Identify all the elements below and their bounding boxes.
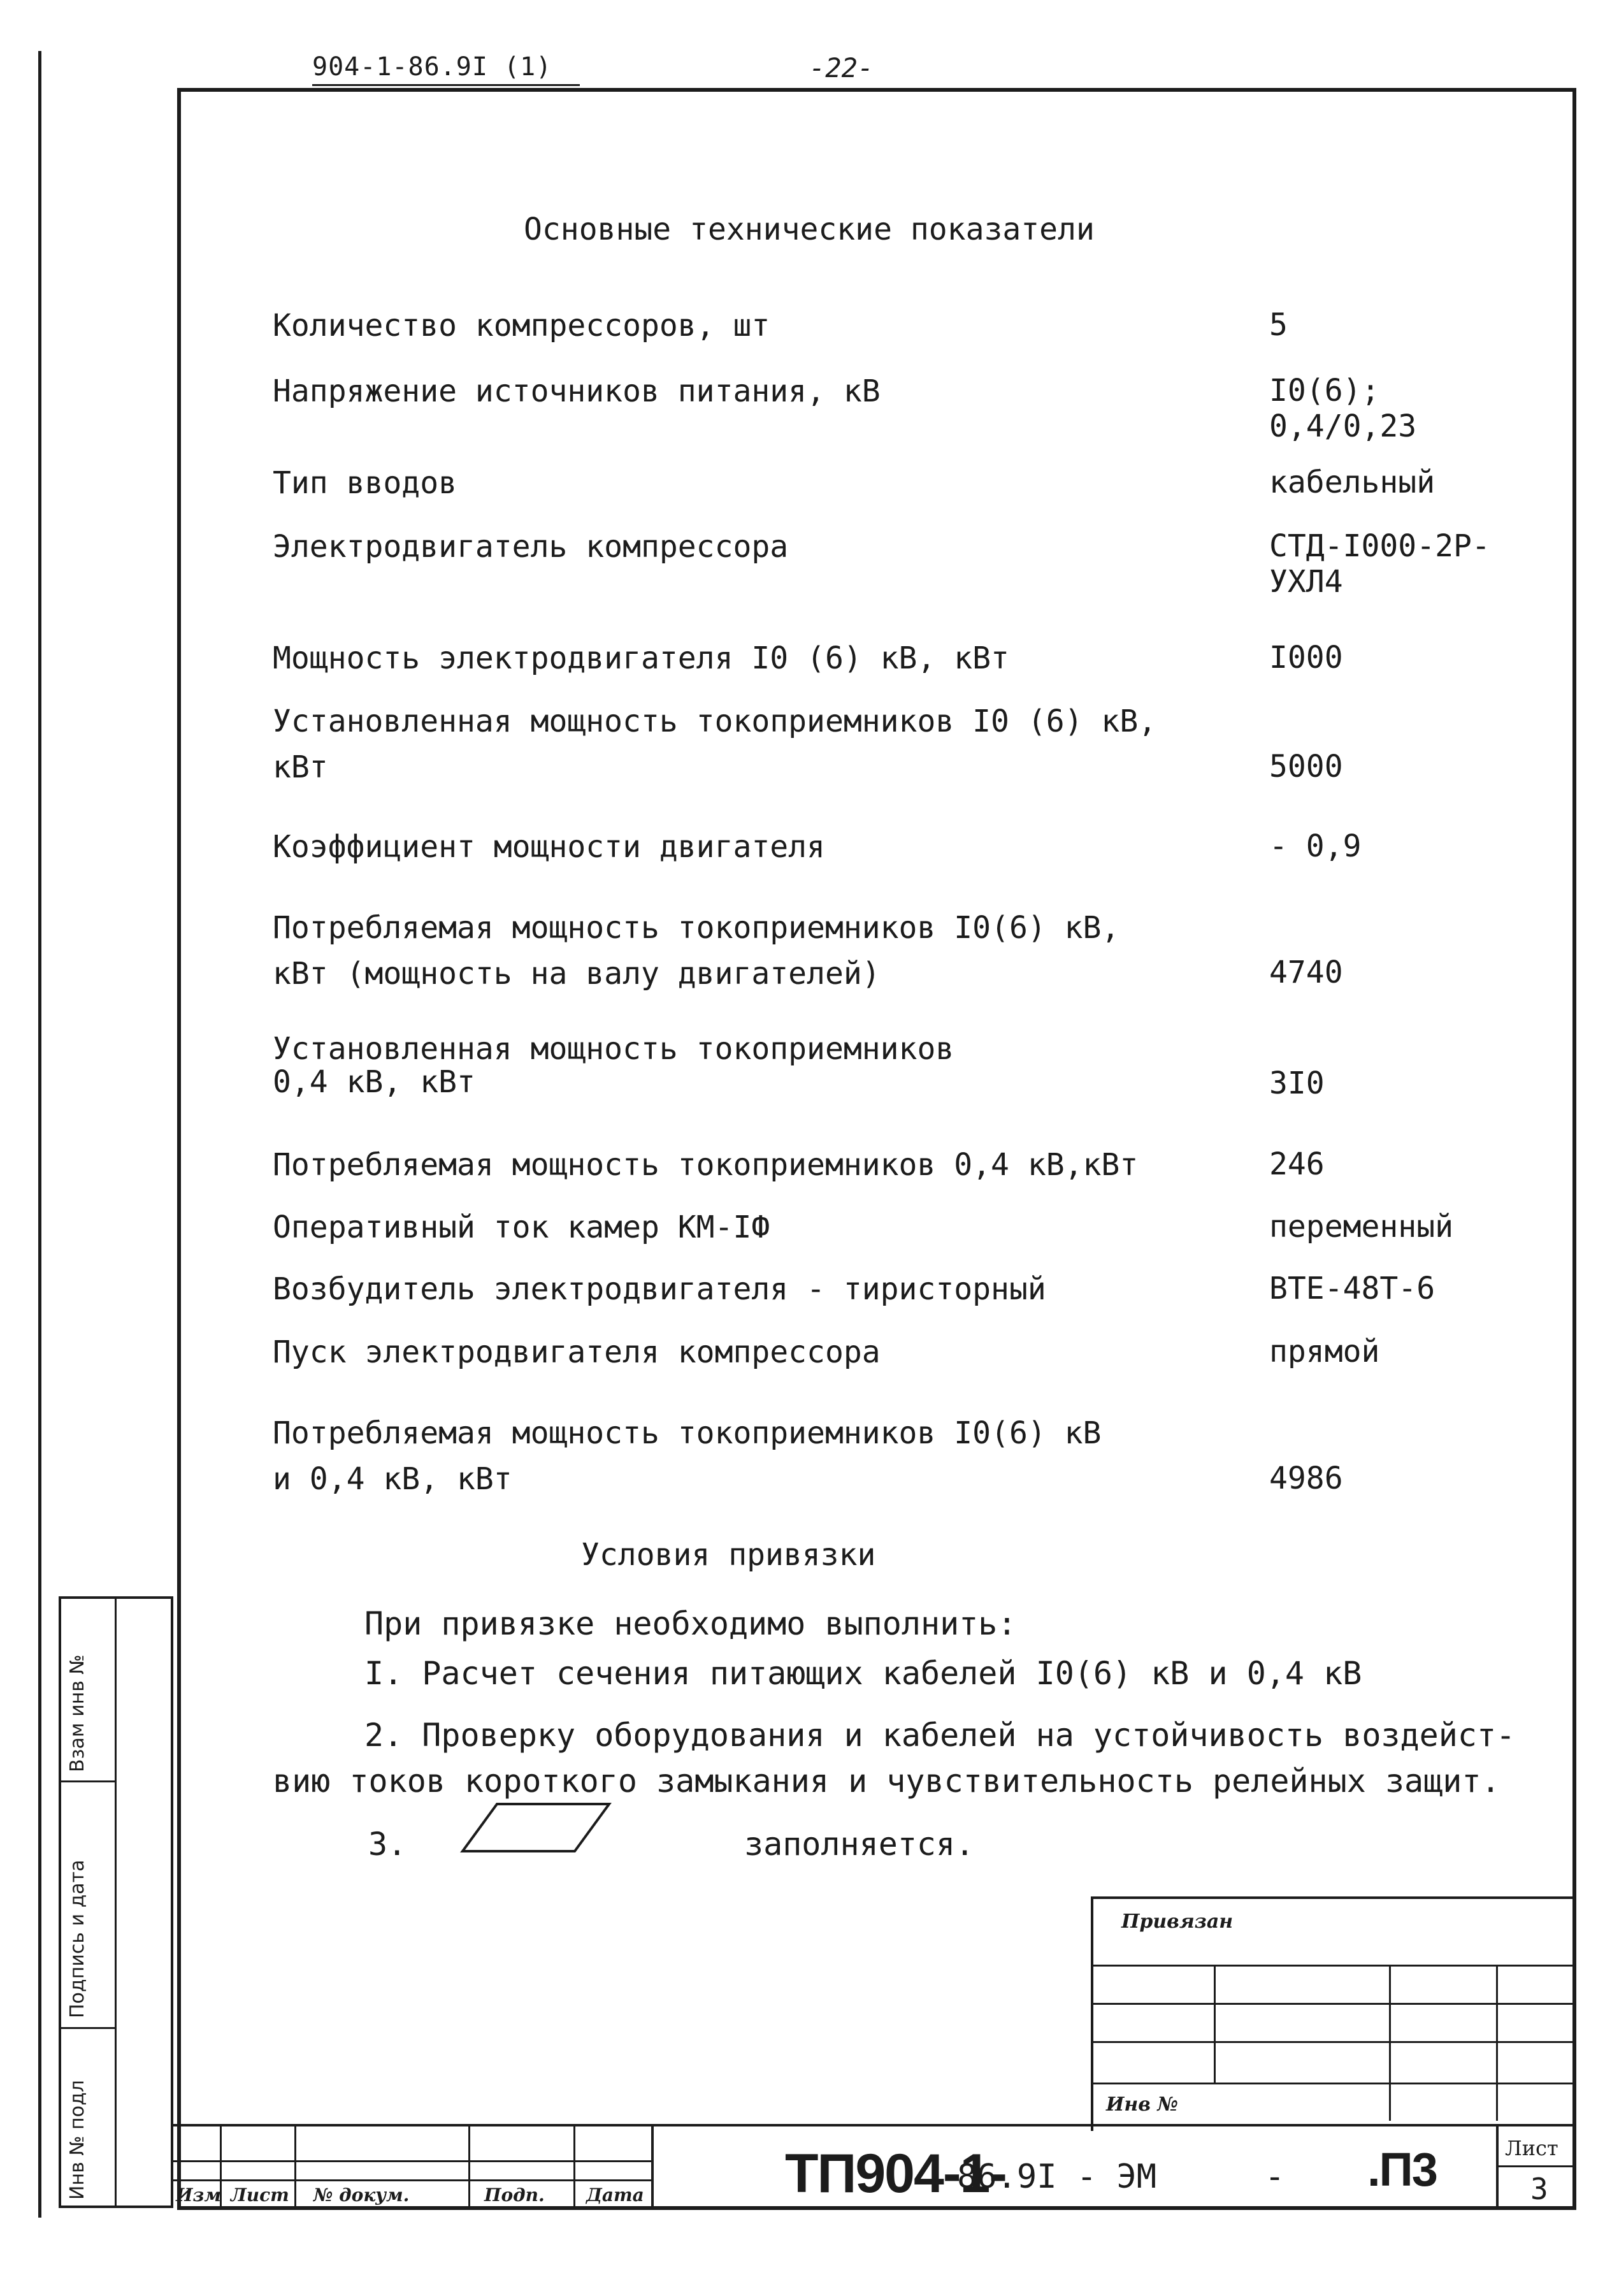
side-stamp-divider	[115, 1599, 117, 2206]
row-label: Напряжение источников питания, кВ	[273, 373, 881, 409]
condition-item-1: I. Расчет сечения питающих кабелей I0(6) кВ и 0,4 кВ	[364, 1655, 1362, 1692]
conditions-intro: При привязке необходимо выполнить:	[364, 1605, 1017, 1642]
document-code-dash: -	[1265, 2158, 1285, 2196]
side-label-original-inv: Инв № подл	[66, 2080, 89, 2200]
document-code-bold: ТП904-1-	[785, 2143, 1006, 2204]
row-label: Установленная мощность токоприемников I0 (6) кВ, кВт	[273, 704, 1157, 785]
row-value: - 0,9	[1269, 828, 1362, 864]
col-list-label: Лист	[231, 2184, 289, 2206]
row-value: 246	[1269, 1146, 1325, 1182]
sheet-label: Лист	[1505, 2136, 1558, 2160]
binding-inv-label: Инв №	[1106, 2093, 1178, 2116]
side-stamp	[59, 1596, 173, 2208]
row-label: Потребляемая мощность токоприемников 0,4 кВ,кВт	[273, 1147, 1139, 1183]
col-date-label: Дата	[586, 2184, 644, 2206]
side-cell-original-inv	[61, 2029, 115, 2207]
row-value: 5000	[1269, 749, 1343, 784]
condition-item-2-cont: вию токов короткого замыкания и чувствительность релейных защит.	[273, 1763, 1500, 1800]
row-value: 3I0	[1269, 1065, 1325, 1101]
binding-title: Привязан	[1121, 1910, 1234, 1933]
row-label: Коэффициент мощности двигателя	[273, 829, 825, 865]
binding-line	[1091, 1965, 1572, 1967]
row-label: Оперативный ток камер КМ-IФ	[273, 1209, 770, 1245]
document-code-rest: 86.9I - ЭМ	[957, 2158, 1157, 2196]
header-code: 904-1-86.9I (1)	[312, 52, 552, 82]
condition-item-3-text: заполняется.	[744, 1826, 975, 1863]
sheet-cell-line	[1496, 2165, 1576, 2167]
conditions-title: Условия привязки	[581, 1537, 876, 1573]
row-value: 5	[1269, 307, 1288, 343]
row-label: Тип вводов	[273, 465, 457, 501]
blank-field-parallelogram	[460, 1801, 613, 1854]
binding-col-line	[1389, 1965, 1391, 2121]
header-underline	[312, 84, 580, 86]
binding-line	[1091, 2083, 1572, 2084]
col-sign-label: Подп.	[484, 2184, 545, 2206]
left-margin-rule	[38, 51, 41, 2218]
page-number: -22-	[809, 52, 874, 83]
binding-left-line	[1091, 1896, 1093, 2131]
document-suffix: .П3	[1367, 2143, 1437, 2196]
row-label: Мощность электродвигателя I0 (6) кВ, кВт	[273, 640, 1009, 676]
side-label-signature: Подпись и дата	[66, 1859, 89, 2018]
side-cell-signature	[61, 1782, 115, 2029]
title-block-col-line	[573, 2126, 575, 2209]
col-izm-label: Изм	[176, 2184, 221, 2206]
side-cell-replace-inv	[61, 1599, 115, 1782]
binding-line	[1091, 2003, 1572, 2005]
binding-line	[1091, 2041, 1572, 2043]
col-doc-label: № докум.	[313, 2184, 410, 2206]
title-block-top-line	[172, 2124, 1576, 2126]
row-label: Возбудитель электродвигателя - тиристорный	[273, 1271, 1046, 1307]
row-value: 4986	[1269, 1461, 1343, 1496]
row-value: I000	[1269, 640, 1343, 675]
section-title: Основные технические показатели	[524, 212, 1095, 247]
row-value: 4740	[1269, 955, 1343, 990]
condition-item-2: 2. Проверку оборудования и кабелей на устойчивость воздейст-	[364, 1717, 1516, 1754]
row-label: Потребляемая мощность токоприемников I0(6) кВ, кВт (мощность на валу двигателей)	[273, 910, 1120, 992]
row-value: I0(6); 0,4/0,23	[1269, 373, 1417, 444]
condition-item-3-number: 3.	[368, 1826, 407, 1863]
row-value: переменный	[1269, 1209, 1453, 1245]
sheet-cell-line	[1496, 2126, 1499, 2209]
row-value: ВТЕ-48Т-6	[1269, 1271, 1436, 1306]
row-value: прямой	[1269, 1334, 1380, 1369]
row-label: Потребляемая мощность токоприемников I0(6) кВ и 0,4 кВ, кВт	[273, 1415, 1102, 1497]
row-value: кабельный	[1269, 465, 1436, 500]
binding-top-line	[1091, 1896, 1572, 1899]
title-block-col-line	[651, 2126, 654, 2209]
binding-col-line	[1214, 1965, 1216, 2083]
title-block-row-line	[172, 2179, 653, 2181]
title-block-row-line	[172, 2160, 653, 2162]
title-block-col-line	[294, 2126, 296, 2209]
row-label: Установленная мощность токоприемников 0,4 кВ, кВт	[273, 1031, 954, 1100]
side-label-replace-inv: Взам инв №	[66, 1654, 89, 1772]
binding-col-line	[1496, 1965, 1498, 2121]
row-label: Количество компрессоров, шт	[273, 308, 770, 343]
sheet-number: 3	[1530, 2172, 1548, 2206]
row-value: СТД-I000-2Р- УХЛ4	[1269, 528, 1490, 600]
row-label: Электродвигатель компрессора	[273, 529, 789, 565]
row-label: Пуск электродвигателя компрессора	[273, 1334, 881, 1370]
title-block-col-line	[468, 2126, 470, 2209]
